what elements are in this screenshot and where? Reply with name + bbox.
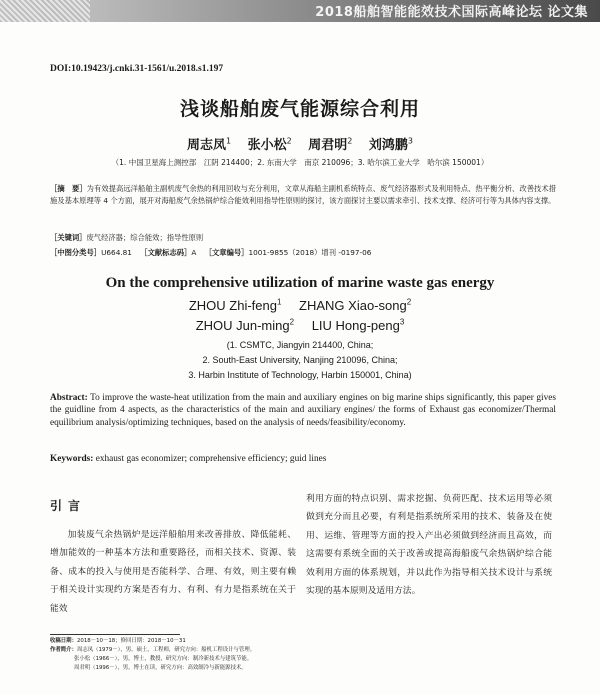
- author-list-en-line1: [0, 298, 600, 313]
- author-en: ZHOU Jun-ming$^2$: [195, 318, 295, 334]
- author-list-cn: [0, 134, 600, 153]
- affiliation-en: 2. South-East University, Nanjing 210096, China;: [202, 355, 398, 365]
- footnote-divider: [50, 634, 180, 635]
- body-column-left: 加装废气余热锅炉是远洋船舶用来改善排放、降低能耗、增加能效的一种基本方法和重要路径，而相关技术、资源、装备、成本的投入与使用是否能科学、合理、有效，则主要有赖于相关设计实现约方案是否有力、有利、有力是指系统在关于能效: [50, 530, 296, 614]
- abstract-cn-label: ［摘 要］: [50, 184, 87, 193]
- affiliations-cn: （1. 中国卫星海上测控部 江阴 214400；2. 东南大学 南京 210096；3. 哈尔滨工业大学 哈尔滨 150001）: [111, 158, 489, 167]
- footnote-bio: 周君明（1996－），男，博士在读，研究方向：高效制冷与新能源技术。: [74, 665, 247, 671]
- author-list-en-line2: [0, 318, 600, 333]
- running-head-title: 2018船舶智能能效技术国际高峰论坛 论文集: [315, 5, 588, 20]
- keywords-en-label: Keywords:: [50, 454, 94, 464]
- keywords-cn-text: 废气经济器；综合能效；指导性原则: [86, 233, 204, 242]
- abstract-en-label: Abstract:: [50, 393, 88, 403]
- keywords-cn-label: ［关键词］: [50, 233, 87, 242]
- author-cn: 刘鸿鹏$^3$: [368, 136, 414, 153]
- author-en: ZHANG Xiao-song$^2$: [299, 298, 412, 314]
- author-cn: 周君明$^2$: [308, 136, 353, 153]
- affiliation-en: 3. Harbin Institute of Technology, Harbin 150001, China): [188, 370, 412, 380]
- author-en: ZHOU Zhi-feng$^1$: [188, 298, 282, 314]
- keywords-en-text: exhaust gas economizer; comprehensive efficiency; guid lines: [95, 454, 327, 464]
- author-cn: 周志凤$^1$: [186, 136, 232, 153]
- running-header-band: [0, 0, 600, 22]
- keywords-cn: [50, 233, 203, 243]
- abstract-cn: [50, 183, 556, 207]
- classification-line-cn: ［中图分类号］U664.81 ［文献标志码］A ［文章编号］1001-9855（2018）增刊 -0197-06: [50, 248, 372, 257]
- section-heading-intro: 引言: [50, 499, 87, 513]
- keywords-en: [50, 454, 326, 464]
- abstract-cn-text: 为有效提高远洋船舶主副机废气余热的利用回收与充分利用，文章从海船主副机系统特点、废气经济器形式及利用特点、热平衡分析、改善技术措施及基本原理等 4 个方面，展开对海船废气余热锅炉综合能效利用指导性原则的探讨，该方面探讨主要以需求牵引、技术支撑、经济可行等为具体内容支撑。: [50, 184, 556, 205]
- footnote-received: 收稿日期：2018－10－18；修回日期：2018－10－31: [50, 638, 186, 644]
- header-texture: [0, 0, 90, 22]
- body-column-right: 利用方面的特点识别、需求挖掘、负荷匹配、技术运用等必须做到充分而且必要，有利是指系统所采用的技术、装备及在使用、运维、管理等方面的投入产出必须做到经济而且高效，而这需要有系统全面的关于改善或提高海船废气余热锅炉综合能效利用方面的体系规划，并以此作为指导相关技术设计与系统实现的基本原则及适用方法。: [306, 494, 552, 597]
- footnote-bio: 作者简介：周志凤（1979－），男，硕士，工程师，研究方向：船机工程设计与管理。: [50, 647, 256, 653]
- abstract-en-text: To improve the waste-heat utilization from the main and auxiliary engines on big marine ships significantly, this paper gives the guidline from 4 aspects, as the characteristics of the main and auxiliary engines/ the forms of Exhaust gas economizer/Thermal equilibrium analysis/optimizing techniques, based on the analysis of needs/feasibility/economy.: [50, 393, 557, 428]
- paper-title-cn: 浅谈船舶废气能源综合利用: [179, 98, 420, 120]
- author-cn: 张小松$^2$: [247, 136, 292, 153]
- footnote-bio: 张小松（1966－），男，博士，教授，研究方向：制冷新技术与建筑节能。: [74, 656, 253, 662]
- affiliation-en: (1. CSMTC, Jiangyin 214400, China;: [226, 340, 374, 350]
- doi-line: DOI:10.19423/j.cnki.31-1561/u.2018.s1.197: [50, 64, 224, 74]
- abstract-en: [50, 392, 556, 429]
- paper-title-en: On the comprehensive utilization of marine waste gas energy: [105, 275, 495, 291]
- author-en: LIU Hong-peng$^3$: [311, 318, 405, 334]
